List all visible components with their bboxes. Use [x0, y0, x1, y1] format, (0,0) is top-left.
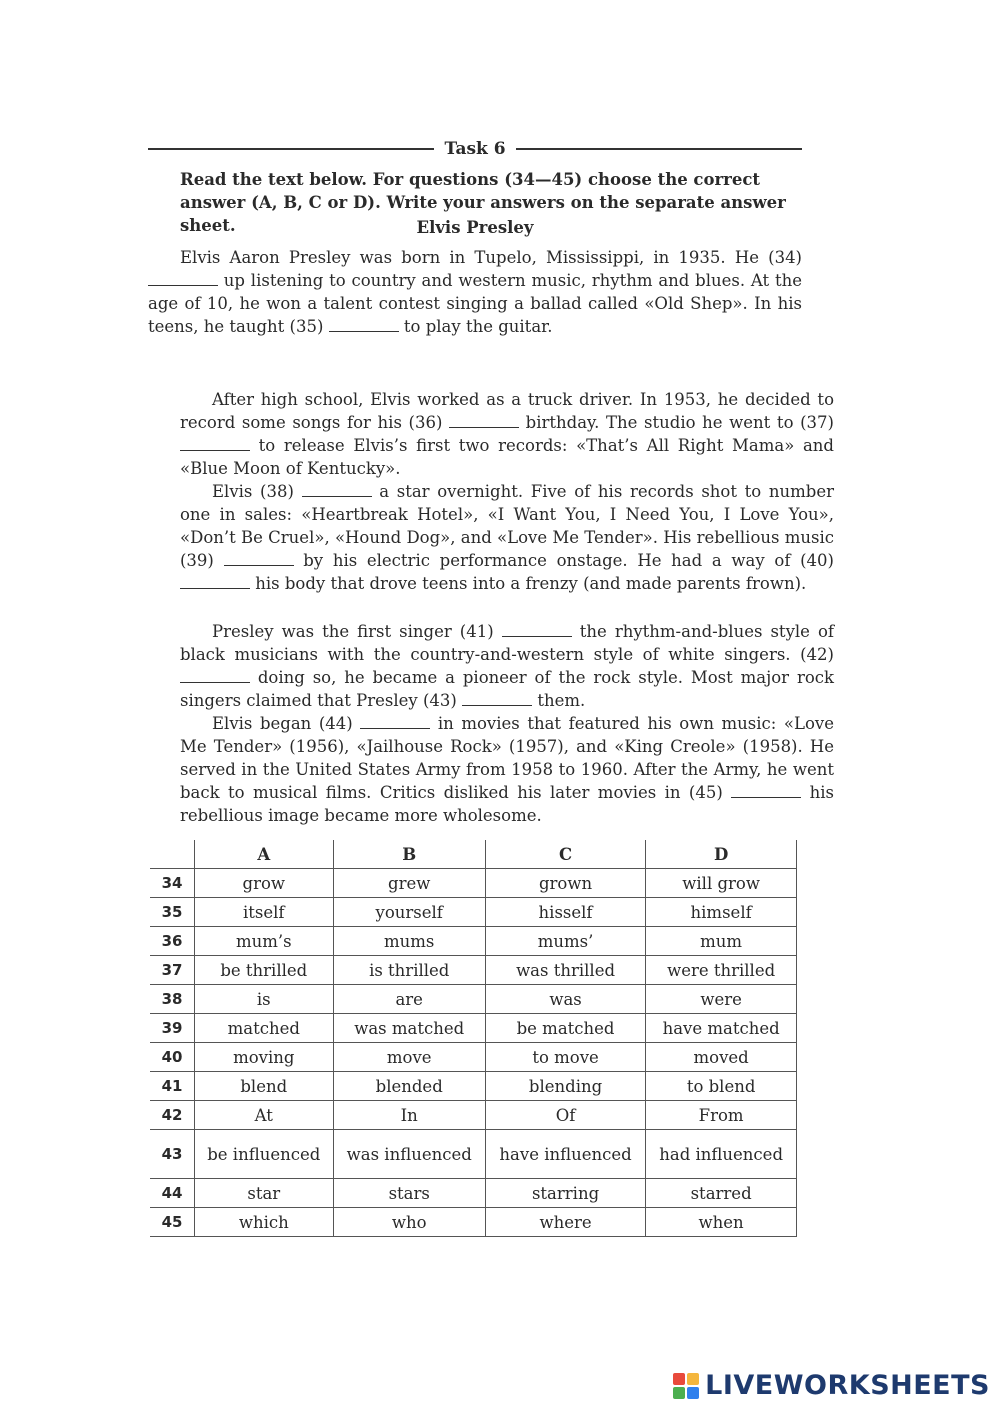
paragraph-3: Elvis (38) a star overnight. Five of his records shot to number one in sales: «Heartbreak Hotel», «I Want You, I Need You, I Love You», «Don’t Be Cruel», «Hound Dog», and «Love Me Tender». His rebellious music (39) by his electric performance onstage. He had a way of (40) his body that drove teens into a frenzy (and made parents frown).: [180, 482, 834, 593]
option-cell-c: to move: [485, 1043, 645, 1072]
question-number: 42: [150, 1101, 195, 1130]
option-cell-d: to blend: [646, 1072, 797, 1101]
header-c: C: [485, 840, 645, 869]
liveworksheets-watermark: [673, 1370, 990, 1401]
option-cell-c: hisself: [485, 898, 645, 927]
blank-45[interactable]: [731, 783, 801, 798]
option-cell-a: itself: [195, 898, 334, 927]
blank-44[interactable]: [360, 714, 430, 729]
option-cell-c: be matched: [485, 1014, 645, 1043]
option-cell-c: have influenced: [485, 1130, 645, 1179]
option-cell-c: Of: [485, 1101, 645, 1130]
blank-34[interactable]: [148, 271, 218, 286]
task-header: [148, 136, 802, 162]
option-cell-c: was thrilled: [485, 956, 645, 985]
table-row: [150, 869, 797, 898]
option-cell-d: mum: [646, 927, 797, 956]
question-number: 39: [150, 1014, 195, 1043]
question-number: 40: [150, 1043, 195, 1072]
option-cell-d: had influenced: [646, 1130, 797, 1179]
table-row: [150, 1072, 797, 1101]
table-row: [150, 1014, 797, 1043]
option-cell-b: mums: [333, 927, 485, 956]
table-row: [150, 927, 797, 956]
task-title: Task 6: [444, 139, 506, 159]
watermark-text: LIVEWORKSHEETS: [705, 1370, 990, 1401]
option-cell-b: was matched: [333, 1014, 485, 1043]
option-cell-b: stars: [333, 1179, 485, 1208]
option-cell-a: is: [195, 985, 334, 1014]
table-row: [150, 985, 797, 1014]
option-cell-b: is thrilled: [333, 956, 485, 985]
table-header-row: [150, 840, 797, 869]
task-instructions: Read the text below. For questions (34—45) choose the correct answer (A, B, C or D). Write your answers on the separate answer sheet.: [180, 170, 786, 235]
option-cell-d: were thrilled: [646, 956, 797, 985]
option-cell-a: At: [195, 1101, 334, 1130]
option-cell-b: are: [333, 985, 485, 1014]
option-cell-c: where: [485, 1208, 645, 1237]
paragraph-5: Elvis began (44) in movies that featured his own music: «Love Me Tender» (1956), «Jailhouse Rock» (1957), and «King Creole» (1958). He served in the United States Army from 1958 to 1960. After the Army, he went back to musical films. Critics disliked his later movies in (45) his rebellious image became more wholesome.: [180, 714, 834, 825]
option-cell-d: will grow: [646, 869, 797, 898]
option-cell-a: blend: [195, 1072, 334, 1101]
header-d: D: [646, 840, 797, 869]
table-row: [150, 956, 797, 985]
question-number: 35: [150, 898, 195, 927]
header-rule-right: [516, 148, 802, 150]
option-cell-a: mum’s: [195, 927, 334, 956]
blank-41[interactable]: [502, 622, 572, 637]
option-cell-a: be thrilled: [195, 956, 334, 985]
blank-43[interactable]: [462, 691, 532, 706]
table-row: [150, 898, 797, 927]
option-cell-b: was influenced: [333, 1130, 485, 1179]
option-cell-b: yourself: [333, 898, 485, 927]
question-number: 36: [150, 927, 195, 956]
header-corner: [150, 840, 195, 869]
table-row: [150, 1208, 797, 1237]
option-cell-c: starring: [485, 1179, 645, 1208]
table-row: [150, 1101, 797, 1130]
liveworksheets-logo-icon: [673, 1373, 699, 1399]
option-cell-d: when: [646, 1208, 797, 1237]
blank-35[interactable]: [329, 317, 399, 332]
option-cell-d: himself: [646, 898, 797, 927]
paragraph-1: Elvis Aaron Presley was born in Tupelo, Mississippi, in 1935. He (34) up listening to country and western music, rhythm and blues. At the age of 10, he won a talent contest singing a ballad called «Old Shep». In his teens, he taught (35) to play the guitar.: [148, 248, 802, 336]
table-row: [150, 1130, 797, 1179]
table-row: [150, 1179, 797, 1208]
blank-37[interactable]: [180, 436, 250, 451]
option-cell-a: be influenced: [195, 1130, 334, 1179]
option-cell-a: which: [195, 1208, 334, 1237]
header-rule-left: [148, 148, 434, 150]
question-number: 45: [150, 1208, 195, 1237]
table-row: [150, 1043, 797, 1072]
option-cell-b: grew: [333, 869, 485, 898]
question-number: 41: [150, 1072, 195, 1101]
option-cell-d: moved: [646, 1043, 797, 1072]
option-cell-b: blended: [333, 1072, 485, 1101]
blank-38[interactable]: [302, 482, 372, 497]
option-cell-c: mums’: [485, 927, 645, 956]
option-cell-d: were: [646, 985, 797, 1014]
option-cell-d: starred: [646, 1179, 797, 1208]
option-cell-a: moving: [195, 1043, 334, 1072]
answer-options-table: [150, 840, 797, 1237]
option-cell-b: who: [333, 1208, 485, 1237]
question-number: 43: [150, 1130, 195, 1179]
question-number: 34: [150, 869, 195, 898]
option-cell-c: blending: [485, 1072, 645, 1101]
option-cell-a: grow: [195, 869, 334, 898]
paragraph-2: After high school, Elvis worked as a truck driver. In 1953, he decided to record some songs for his (36) birthday. The studio he went to (37) to release Elvis’s first two records: «That’s All Right Mama» and «Blue Moon of Kentucky».: [180, 390, 834, 478]
option-cell-c: was: [485, 985, 645, 1014]
option-cell-a: matched: [195, 1014, 334, 1043]
blank-39[interactable]: [224, 551, 294, 566]
story-title: Elvis Presley: [416, 218, 534, 237]
blank-42[interactable]: [180, 668, 250, 683]
header-b: B: [333, 840, 485, 869]
option-cell-b: In: [333, 1101, 485, 1130]
header-a: A: [195, 840, 334, 869]
option-cell-c: grown: [485, 869, 645, 898]
option-cell-d: From: [646, 1101, 797, 1130]
option-cell-b: move: [333, 1043, 485, 1072]
question-number: 38: [150, 985, 195, 1014]
question-number: 37: [150, 956, 195, 985]
blank-36[interactable]: [449, 413, 519, 428]
option-cell-d: have matched: [646, 1014, 797, 1043]
blank-40[interactable]: [180, 574, 250, 589]
question-number: 44: [150, 1179, 195, 1208]
option-cell-a: star: [195, 1179, 334, 1208]
paragraph-4: Presley was the first singer (41) the rhythm-and-blues style of black musicians with the country-and-western style of white singers. (42) doing so, he became a pioneer of the rock style. Most major rock singers claimed that Presley (43) them.: [180, 622, 835, 710]
